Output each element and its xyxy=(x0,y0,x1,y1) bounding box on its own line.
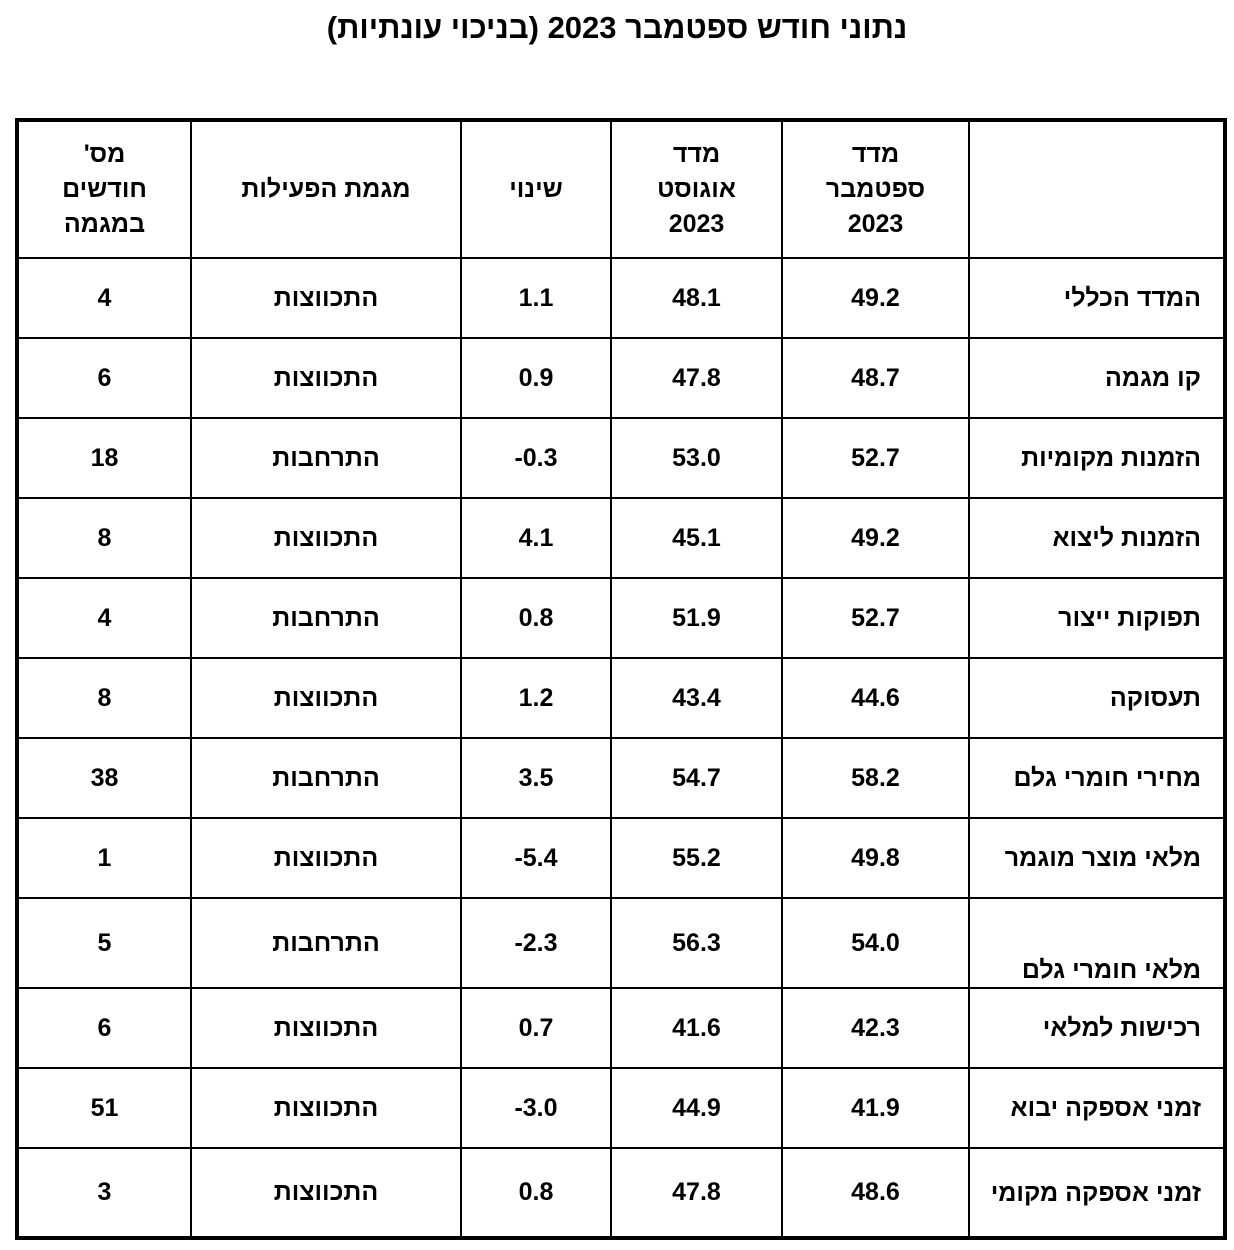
header-september-index xyxy=(782,120,969,258)
phase-value: התכווצות xyxy=(191,338,461,418)
change-value: 1.2 xyxy=(461,658,611,738)
row-label: מלאי מוצר מוגמר xyxy=(969,818,1225,898)
table-row xyxy=(17,498,1225,578)
phase-value: התכווצות xyxy=(191,818,461,898)
phase-value: התכווצות xyxy=(191,1148,461,1238)
table-row xyxy=(17,338,1225,418)
table-row xyxy=(17,738,1225,818)
september-value: 49.8 xyxy=(782,818,969,898)
table-row xyxy=(17,1068,1225,1148)
table-row xyxy=(17,578,1225,658)
august-value: 54.7 xyxy=(611,738,782,818)
header-august-index xyxy=(611,120,782,258)
august-value: 41.6 xyxy=(611,988,782,1068)
change-value: 1.1 xyxy=(461,258,611,338)
september-value: 41.9 xyxy=(782,1068,969,1148)
september-value: 42.3 xyxy=(782,988,969,1068)
phase-value: התכווצות xyxy=(191,258,461,338)
row-label: מחירי חומרי גלם xyxy=(969,738,1225,818)
row-label: מלאי חומרי גלם xyxy=(969,898,1225,988)
august-value: 48.1 xyxy=(611,258,782,338)
table-header-row xyxy=(17,120,1225,258)
months-value: 38 xyxy=(17,738,191,818)
september-value: 54.0 xyxy=(782,898,969,988)
row-label: רכישות למלאי xyxy=(969,988,1225,1068)
table-row xyxy=(17,988,1225,1068)
september-value: 49.2 xyxy=(782,258,969,338)
page-title: נתוני חודש ספטמבר 2023 (בניכוי עונתיות) xyxy=(326,10,908,45)
row-label: המדד הכללי xyxy=(969,258,1225,338)
table-row xyxy=(17,258,1225,338)
change-value: -0.3 xyxy=(461,418,611,498)
phase-value: התרחבות xyxy=(191,578,461,658)
august-value: 53.0 xyxy=(611,418,782,498)
months-value: 3 xyxy=(17,1148,191,1238)
row-label: תפוקות ייצור xyxy=(969,578,1225,658)
change-value: 0.9 xyxy=(461,338,611,418)
header-phase: מגמת הפעילות xyxy=(191,120,461,258)
table-row xyxy=(17,1148,1225,1238)
august-value: 44.9 xyxy=(611,1068,782,1148)
august-value: 51.9 xyxy=(611,578,782,658)
phase-value: התרחבות xyxy=(191,898,461,988)
months-value: 8 xyxy=(17,498,191,578)
september-value: 49.2 xyxy=(782,498,969,578)
change-value: -2.3 xyxy=(461,898,611,988)
change-value: 0.8 xyxy=(461,578,611,658)
months-value: 1 xyxy=(17,818,191,898)
september-value: 58.2 xyxy=(782,738,969,818)
change-value: 0.8 xyxy=(461,1148,611,1238)
header-august-text: מדד אוגוסט 2023 xyxy=(657,140,736,238)
change-value: -3.0 xyxy=(461,1068,611,1148)
header-september-text: מדד ספטמבר 2023 xyxy=(825,140,926,238)
september-value: 52.7 xyxy=(782,418,969,498)
months-value: 6 xyxy=(17,338,191,418)
header-months xyxy=(17,120,191,258)
row-label: קו מגמה xyxy=(969,338,1225,418)
phase-value: התכווצות xyxy=(191,658,461,738)
data-table xyxy=(15,118,1227,1240)
row-label: זמני אספקה מקומי xyxy=(969,1148,1225,1238)
august-value: 55.2 xyxy=(611,818,782,898)
change-value: 3.5 xyxy=(461,738,611,818)
months-value: 6 xyxy=(17,988,191,1068)
september-value: 48.7 xyxy=(782,338,969,418)
phase-value: התכווצות xyxy=(191,498,461,578)
table-body xyxy=(17,258,1225,1238)
months-value: 4 xyxy=(17,258,191,338)
months-value: 51 xyxy=(17,1068,191,1148)
august-value: 45.1 xyxy=(611,498,782,578)
august-value: 47.8 xyxy=(611,1148,782,1238)
change-value: 0.7 xyxy=(461,988,611,1068)
header-months-text: מס' חודשים במגמה xyxy=(62,140,147,238)
phase-value: התרחבות xyxy=(191,418,461,498)
august-value: 47.8 xyxy=(611,338,782,418)
phase-value: התרחבות xyxy=(191,738,461,818)
months-value: 5 xyxy=(17,898,191,988)
months-value: 8 xyxy=(17,658,191,738)
change-value: 4.1 xyxy=(461,498,611,578)
row-label: הזמנות מקומיות xyxy=(969,418,1225,498)
table-row xyxy=(17,898,1225,988)
september-value: 44.6 xyxy=(782,658,969,738)
phase-value: התכווצות xyxy=(191,1068,461,1148)
august-value: 56.3 xyxy=(611,898,782,988)
table-row xyxy=(17,418,1225,498)
row-label: הזמנות ליצוא xyxy=(969,498,1225,578)
change-value: -5.4 xyxy=(461,818,611,898)
august-value: 43.4 xyxy=(611,658,782,738)
phase-value: התכווצות xyxy=(191,988,461,1068)
table-row xyxy=(17,818,1225,898)
months-value: 18 xyxy=(17,418,191,498)
row-label: זמני אספקה יבוא xyxy=(969,1068,1225,1148)
row-label: תעסוקה xyxy=(969,658,1225,738)
header-change: שינוי xyxy=(461,120,611,258)
september-value: 52.7 xyxy=(782,578,969,658)
header-label xyxy=(969,120,1225,258)
months-value: 4 xyxy=(17,578,191,658)
september-value: 48.6 xyxy=(782,1148,969,1238)
table-row xyxy=(17,658,1225,738)
